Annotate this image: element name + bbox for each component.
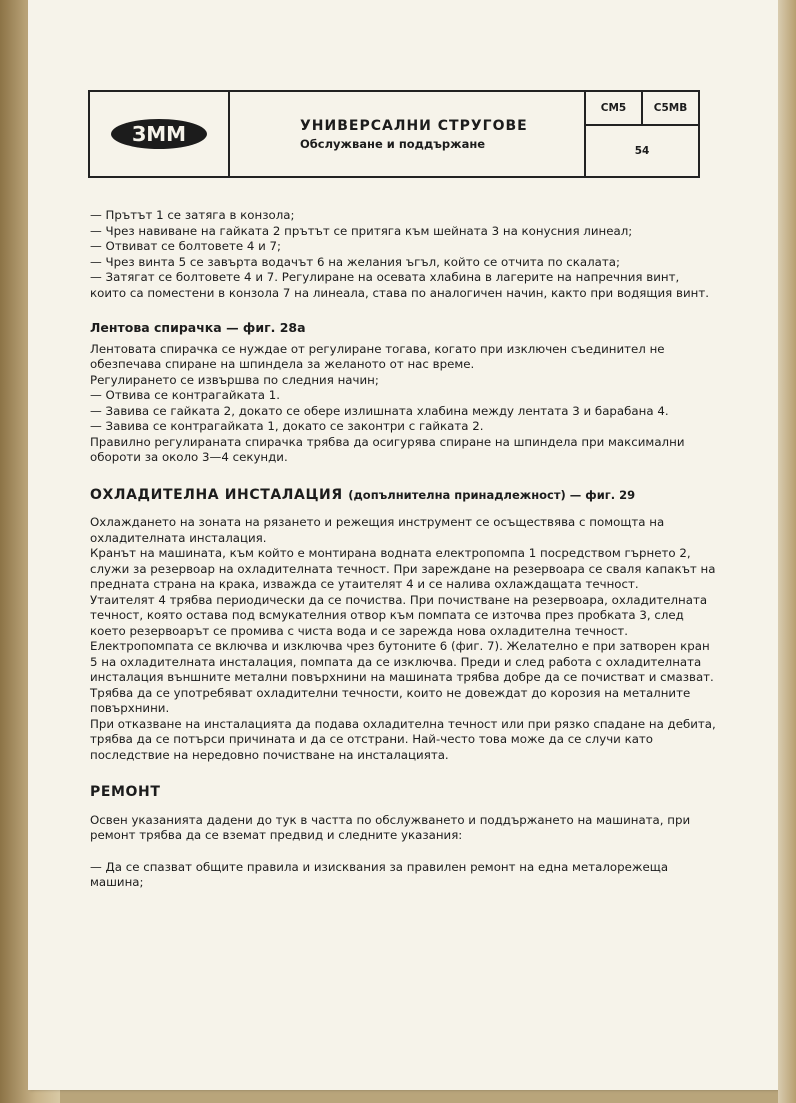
step-item: — Чрез винта 5 се завърта водачът 6 на желания ъгъл, който се отчита по скалата;: [90, 254, 620, 269]
model-label-1: CM5: [600, 102, 627, 114]
body-text: [90, 208, 718, 891]
brake-step: — Завива се контрагайката 1, докато се законтри с гайката 2.: [90, 419, 484, 433]
step-item: — Отвиват се болтовете 4 и 7;: [90, 239, 281, 253]
logo-text: ЗММ: [131, 122, 187, 146]
cooling-heading-note: (допълнителна принадлежност) — фиг. 29: [348, 487, 636, 502]
header-table: [88, 90, 700, 178]
title-cell: [230, 92, 584, 176]
cooling-paragraph: Електропомпата се включва и изключва чрез бутоните 6 (фиг. 7). Желателно е при затворен кран 5 на охладителната инсталация, помпата да се изключва. Преди и след работа с охладителната инсталация външните метални повърхнини на машината трябва добре да се почистват и смазват. Трябва да се употребяват охладителни течности, които не довеждат до корозия на металните повърхнини.: [90, 639, 714, 715]
brake-heading: Лентова спирачка — фиг. 28а: [90, 320, 306, 335]
repair-step: — Да се спазват общите правила и изисквания за правилен ремонт на една металорежеща машина;: [90, 859, 669, 889]
model-cell: [584, 92, 698, 176]
brake-step: — Завива се гайката 2, докато се обере излишната хлабина между лентата 3 и барабана 4.: [90, 403, 669, 418]
repair-heading: РЕМОНТ: [90, 784, 161, 800]
document-title: УНИВЕРСАЛНИ СТРУГОВЕ: [300, 117, 528, 134]
page-edge: [778, 0, 796, 1103]
brake-conclusion: Правилно регулираната спирачка трябва да осигурява спиране на шпиндела при максимални обороти за около 3—4 секунди.: [90, 434, 685, 464]
page-number: 54: [634, 145, 650, 157]
step-item: — Чрез навиване на гайката 2 прътът се притяга към шейната 3 на конусния линеал;: [90, 223, 633, 238]
model-label-2: C5MB: [641, 92, 698, 124]
cooling-heading: [90, 488, 718, 504]
step-item: — Затягат се болтовете 4 и 7. Регулиране на осевата хлабина в лагерите на напречния винт, които са поместени в конзола 7 на линеала, става по аналогичен начин, както при водящия винт.: [90, 270, 709, 300]
logo-cell: [90, 92, 230, 176]
cooling-paragraph: Утаителят 4 трябва периодически да се почиства. При почистване на резервоара, охладителната течност, която остава под всмукателния отвор към помпата се източва през пробката 3, след което резервоарът се промива с чиста вода и се зарежда нова охладителна течност.: [90, 592, 708, 638]
zmm-logo-icon: [109, 117, 209, 151]
brake-intro: Лентовата спирачка се нуждае от регулиране тогава, когато при изключен съединител не обезпечава спиране на шпиндела за желаното от нас време.: [90, 341, 665, 371]
document-subtitle: Обслужване и поддържане: [300, 136, 486, 151]
cooling-heading-main: ОХЛАДИТЕЛНА ИНСТАЛАЦИЯ: [90, 486, 343, 503]
cooling-paragraph: При отказване на инсталацията да подава охладителна течност или при рязко спадане на дебита, трябва да се потърси причината и да се отстрани. Най-често това може да се случи като последствие на нередовно почистване на инсталацията.: [90, 716, 716, 762]
step-item: — Прътът 1 се затяга в конзола;: [90, 208, 295, 222]
repair-intro: Освен указанията дадени до тук в частта по обслужването и поддържането на машината, при ремонт трябва да се вземат предвид и следните указания:: [90, 812, 691, 842]
cooling-paragraph: Кранът на машината, към който е монтирана водната електропомпа 1 посредством гърнето 2, служи за резервоар на охладителната течност. При зареждане на резервоара се сваля капакът на предната страна на крака, изважда се утаителят 4 и се налива охлаждащата течност.: [90, 546, 716, 591]
brake-step: — Отвива се контрагайката 1.: [90, 388, 280, 402]
cooling-paragraph: Охлаждането на зоната на рязането и режещия инструмент се осъществява с помощта на охладителната инсталация.: [90, 515, 665, 545]
brake-method: Регулирането се извършва по следния начин;: [90, 372, 379, 387]
